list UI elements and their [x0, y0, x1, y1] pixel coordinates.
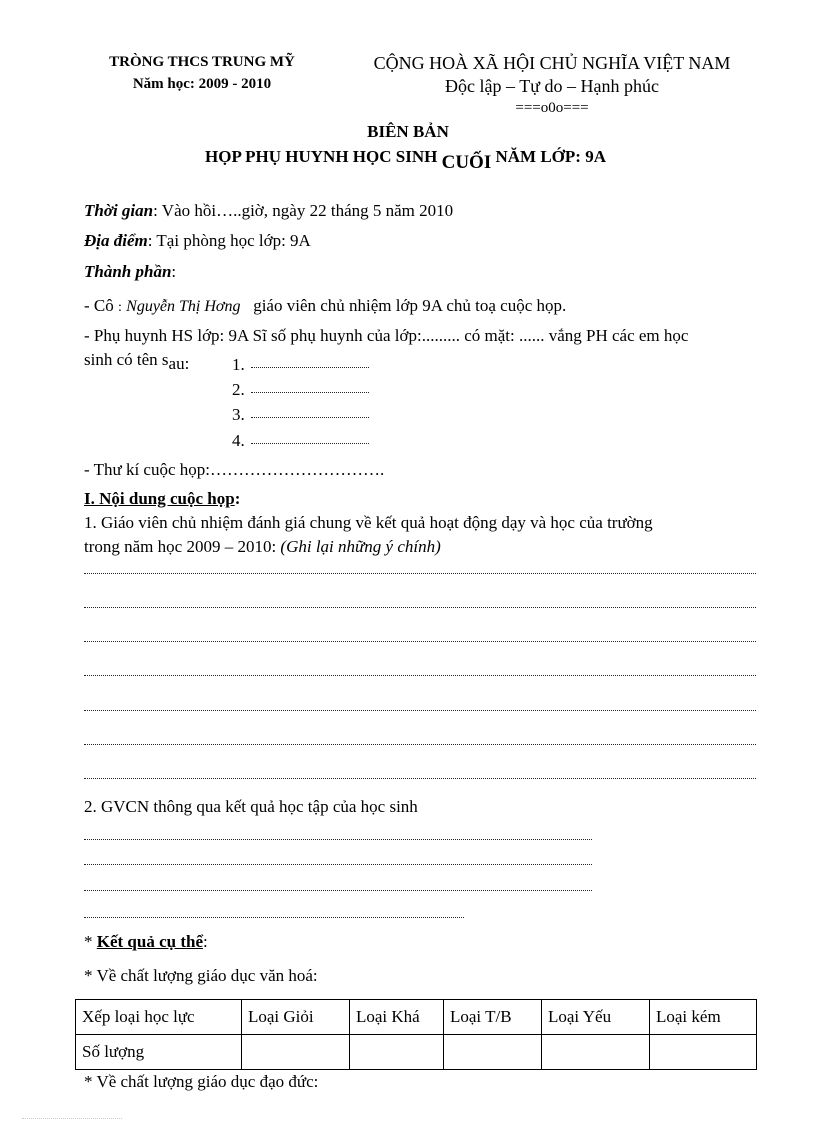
teacher-name: Nguyễn Thị Hơng [126, 298, 241, 315]
answer-line[interactable] [84, 917, 464, 918]
absent-blank [251, 417, 369, 418]
students-label-a: sinh có tên s [84, 350, 169, 369]
table-cell[interactable] [650, 1035, 757, 1070]
section-heading-colon: : [234, 489, 241, 508]
members-colon: : [171, 262, 177, 281]
results-heading-text: Kết quả cụ thể [96, 932, 203, 951]
answer-line[interactable] [84, 675, 756, 676]
table-header-cell: Loại kém [650, 1000, 757, 1035]
time-label: Thời gian [84, 201, 154, 220]
header-separator: ===o0o=== [515, 100, 589, 116]
subtitle-part1: HỌP PHỤ HUYNH HỌC SINH [205, 147, 438, 166]
answer-line[interactable] [84, 641, 756, 642]
table-row-label: Số lượng [76, 1035, 242, 1070]
students-label-b: au: [168, 354, 190, 373]
absent-item [232, 380, 369, 400]
section-heading [84, 489, 240, 509]
moral-label: * Về chất lượng giáo dục đạo đức: [84, 1072, 319, 1091]
absent-blank [251, 367, 369, 368]
results-heading-colon: : [203, 932, 208, 951]
table-cell[interactable] [350, 1035, 444, 1070]
table-cell[interactable] [242, 1035, 350, 1070]
absent-number: 4. [232, 431, 245, 450]
results-star: * [84, 932, 93, 951]
subtitle-part2: CUỐI [441, 152, 492, 173]
teacher-line [84, 296, 566, 316]
teacher-colon: : [118, 300, 122, 315]
school-name: TRÒNG THCS TRUNG MỸ [109, 54, 295, 70]
item2-line: 2. GVCN thông qua kết quả học tập của học sinh [84, 797, 418, 816]
doc-title: BIÊN BẢN [367, 122, 449, 141]
item1-line1: 1. Giáo viên chủ nhiệm đánh giá chung về kết quả hoạt động dạy và học của trường [84, 513, 653, 532]
absent-item [232, 431, 369, 451]
table-header-row [76, 1000, 757, 1035]
absent-blank [251, 443, 369, 444]
table-cell[interactable] [444, 1035, 542, 1070]
time-line [84, 201, 453, 221]
item1-note: (Ghi lại những ý chính) [280, 537, 441, 556]
students-label [84, 350, 190, 373]
nation-motto: Độc lập – Tự do – Hạnh phúc [445, 76, 659, 96]
table-header-cell: Loại Giỏi [242, 1000, 350, 1035]
table-cell[interactable] [542, 1035, 650, 1070]
absent-number: 3. [232, 405, 245, 424]
absent-blank [251, 392, 369, 393]
section-heading-text: I. Nội dung cuộc họp [84, 489, 235, 508]
table-header-cell: Loại Yếu [542, 1000, 650, 1035]
doc-subtitle [205, 146, 606, 173]
place-value: : Tại phòng học lớp: 9A [147, 231, 311, 250]
culture-label: * Về chất lượng giáo dục văn hoá: [84, 966, 318, 985]
answer-line[interactable] [84, 839, 592, 840]
members-line [84, 262, 176, 282]
answer-line[interactable] [84, 710, 756, 711]
members-label: Thành phần [84, 262, 172, 281]
place-label: Địa điểm [84, 231, 148, 250]
results-table [75, 999, 757, 1070]
parents-line: - Phụ huynh HS lớp: 9A Sĩ số phụ huynh của lớp:......... có mặt: ...... vắng PH các em học [84, 326, 689, 345]
place-line [84, 231, 311, 251]
school-year: Năm học: 2009 - 2010 [132, 76, 272, 92]
answer-line[interactable] [84, 573, 756, 574]
answer-line[interactable] [84, 607, 756, 608]
answer-line[interactable] [84, 864, 592, 865]
answer-line[interactable] [84, 744, 756, 745]
absent-number: 1. [232, 355, 245, 374]
item1-line2 [84, 537, 441, 557]
table-row [76, 1035, 757, 1070]
absent-item [232, 405, 369, 425]
secretary-line: - Thư kí cuộc họp:…………………………. [84, 460, 385, 479]
results-heading [84, 932, 208, 952]
absent-number: 2. [232, 380, 245, 399]
nation-title: CỘNG HOÀ XÃ HỘI CHỦ NGHĨA VIỆT NAM [373, 53, 731, 73]
footer-dots [22, 1118, 122, 1119]
table-header-cell: Loại Khá [350, 1000, 444, 1035]
teacher-prefix: - Cô [84, 296, 114, 315]
answer-line[interactable] [84, 778, 756, 779]
table-header-cell: Xếp loại học lực [76, 1000, 242, 1035]
item1-text: trong năm học 2009 – 2010: [84, 537, 277, 556]
time-value: : Vào hồi…..giờ, ngày 22 tháng 5 năm 2010 [153, 201, 454, 220]
table-header-cell: Loại T/B [444, 1000, 542, 1035]
subtitle-part3: NĂM LỚP: 9A [495, 147, 606, 166]
teacher-role: giáo viên chủ nhiệm lớp 9A chủ toạ cuộc họp. [253, 296, 567, 315]
absent-item [232, 355, 369, 375]
answer-line[interactable] [84, 890, 592, 891]
